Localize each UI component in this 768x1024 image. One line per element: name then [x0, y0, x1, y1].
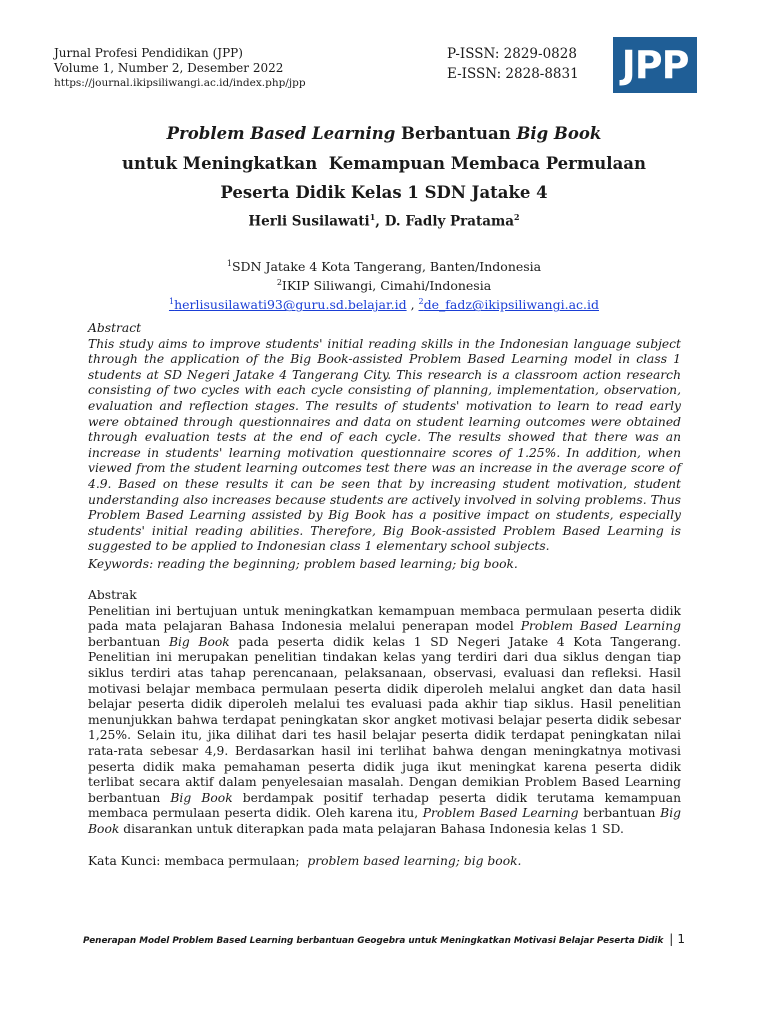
paper-title-line-1	[0, 124, 768, 143]
kata-kunci-label: Kata Kunci: membaca permulaan;	[88, 854, 308, 868]
abstract-label: Abstract	[88, 321, 142, 335]
author-2: D. Fadly Pratama	[384, 213, 515, 230]
paper-title-line-3: Peserta Didik Kelas 1 SDN Jatake 4	[220, 183, 548, 202]
keywords: Keywords: reading the beginning; problem based learning; big book.	[88, 557, 518, 571]
affiliation-2	[0, 275, 768, 294]
aff2-text: IKIP Siliwangi, Cimahi/Indonesia	[281, 278, 492, 294]
email1-text: herlisusilawati93@guru.sd.belajar.id	[174, 297, 407, 313]
p-issn: P-ISSN: 2829-0828	[447, 46, 577, 62]
journal-name: Jurnal Profesi Pendidikan (JPP)	[54, 46, 243, 60]
abstrak-italic-2: Big Book	[168, 634, 230, 649]
kata-kunci-italic: problem based learning; big book.	[307, 854, 522, 868]
abstrak-seg-5: berbantuan	[578, 806, 661, 821]
title-italic-2: Big Book	[516, 124, 602, 143]
abstrak-text	[88, 604, 681, 838]
abstrak-seg-1: Penelitian ini bertujuan untuk meningkatkan kemampuan membaca permulaan peserta didik pada mata pelajaran Bahasa Indonesia melalui penerapan model	[88, 603, 681, 634]
page-footer	[0, 932, 768, 946]
issn-block	[447, 44, 579, 84]
email2-text: de_fadz@ikipsiliwangi.ac.id	[423, 297, 600, 313]
abstrak-seg-4: berdampak positif terhadap peserta didik terutama kemampuan membaca permulaan peserta didik. Oleh karena itu,	[88, 790, 682, 821]
author-1-sup: 1	[369, 212, 376, 222]
aff2-sup: 2	[276, 278, 282, 288]
email1-sup: 1	[168, 297, 175, 307]
abstrak-seg-2: berbantuan	[88, 634, 169, 649]
abstrak-seg-3: pada peserta didik kelas 1 SD Negeri Jatake 4 Kota Tangerang. Penelitian ini merupakan penelitian tindakan kelas yang terdiri dari dua siklus dengan tiap siklus terdiri atas tahap perencanaan, pelaksanaan, observasi, evaluasi dan refleksi. Hasil motivasi belajar membaca permulaan peserta didik diperoleh melalui angket dan data hasil belajar peserta didik diperoleh melalui tes evaluasi pada akhir tiap siklus. Hasil penelitian menunjukkan bahwa terdapat peningkatan skor angket motivasi belajar peserta didik sebesar 1,25%. Selain itu, jika dilihat dari tes hasil belajar peserta didik terdapat peningkatan nilai rata-rata sebesar 4,9. Berdasarkan hasil ini terlihat bahwa dengan meningkatnya motivasi peserta didik maka pemahaman peserta didik juga ikut meningkat karena peserta didik terlibat secara aktif dalam penyelesaian masalah. Dengan demikian Problem Based Learning berbantuan	[88, 634, 682, 805]
journal-volume: Volume 1, Number 2, Desember 2022	[54, 61, 284, 75]
jpp-logo: JPP	[613, 37, 697, 93]
author-list	[0, 212, 768, 230]
affiliations	[0, 256, 768, 313]
abstrak-seg-6: disarankan untuk diterapkan pada mata pelajaran Bahasa Indonesia kelas 1 SD.	[119, 821, 624, 836]
email-2-link[interactable]	[419, 297, 600, 312]
kata-kunci	[88, 854, 521, 868]
abstract-english	[88, 321, 681, 555]
abstrak-italic-1: Problem Based Learning	[520, 619, 681, 634]
author-sep: ,	[375, 213, 385, 230]
emails	[0, 294, 768, 313]
author-1: Herli Susilawati	[248, 213, 370, 230]
abstract-indonesian	[88, 588, 681, 838]
e-issn: E-ISSN: 2828-8831	[447, 66, 579, 82]
aff1-sup: 1	[226, 259, 232, 268]
abstrak-italic-3: Big Book	[170, 790, 233, 805]
footer-divider: |	[669, 932, 674, 946]
title-italic-1: Problem Based Learning	[166, 124, 396, 143]
journal-header	[54, 46, 306, 91]
title-mid: Berbantuan	[395, 124, 517, 143]
abstract-english-text: This study aims to improve students' initial reading skills in the Indonesian language subject through the application of the Big Book-assisted Problem Based Learning model in class 1 students at SD Negeri Jatake 4 Tangerang City. This research is a classroom action research consisting of two cycles with each cycle consisting of planning, implementation, observation, evaluation and reflection stages. The results of students' motivation to learn to read early were obtained through questionnaires and data on student learning outcomes were obtained through evaluation tests at the end of each cycle. The results showed that there was an increase in students' learning motivation questionnaire scores of 1.25%. In addition, when viewed from the student learning outcomes test there was an increase in the average score of 4.9. Based on these results it can be seen that by increasing student motivation, student understanding also increases because students are actively involved in solving problems. Thus Problem Based Learning assisted by Big Book has a positive impact on students, especially students' initial reading abilities. Therefore, Big Book-assisted Problem Based Learning is suggested to be applied to Indonesian class 1 elementary school subjects.	[88, 336, 681, 554]
abstrak-italic-5: Big Book	[88, 806, 681, 836]
abstrak-italic-4: Problem Based Learning	[422, 806, 579, 821]
journal-url[interactable]: https://journal.ikipsiliwangi.ac.id/index.php/jpp	[54, 77, 306, 89]
aff1-text: SDN Jatake 4 Kota Tangerang, Banten/Indonesia	[231, 259, 542, 275]
paper-title-line-2: untuk Meningkatkan Kemampuan Membaca Permulaan	[122, 154, 646, 173]
affiliation-1	[0, 256, 768, 275]
page-number: 1	[677, 932, 685, 946]
email2-sup: 2	[418, 297, 424, 307]
email-sep: ,	[406, 297, 419, 313]
footer-text: Penerapan Model Problem Based Learning berbantuan Geogebra untuk Meningkatkan Motivasi Belajar Peserta Didik	[83, 936, 664, 946]
email-1-link[interactable]	[169, 297, 407, 312]
author-2-sup: 2	[514, 212, 520, 222]
abstrak-label: Abstrak	[88, 588, 137, 602]
